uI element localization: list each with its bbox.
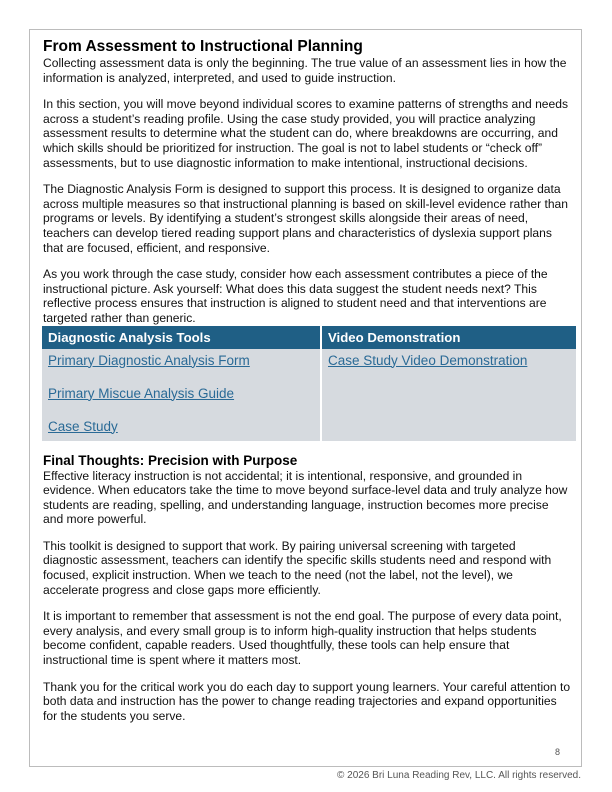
intro-paragraph-2: In this section, you will move beyond individual scores to examine patterns of strengths and needs across a student’s reading profile. Using the case study provided, you will practice analyzing assessment results to determine what the student can do, where breakdowns are occurring, and which skills should be prioritized for instruction. The goal is not to label students or “check off” assessments, but to use diagnostic information to make intentional, instructional decisions. bbox=[43, 97, 569, 170]
primary-miscue-analysis-guide-link[interactable]: Primary Miscue Analysis Guide bbox=[48, 385, 235, 401]
tools-column-header: Diagnostic Analysis Tools bbox=[42, 326, 321, 349]
resources-table bbox=[42, 326, 576, 441]
tools-cell bbox=[42, 349, 321, 441]
intro-paragraph-4: As you work through the case study, consider how each assessment contributes a piece of the instructional picture. Ask yourself: What does this data suggest the student needs next? This reflective process ensures that instruction is aligned to student need and that interventions are targeted rather than generic. bbox=[43, 267, 548, 325]
final-paragraph-4: Thank you for the critical work you do each day to support young learners. Your careful attention to both data and instruction has the power to change reading trajectories and expand opportunities for the students you serve. bbox=[43, 679, 571, 723]
final-paragraph-3: It is important to remember that assessment is not the end goal. The purpose of every data point, every analysis, and every small group is to inform high-quality instruction that helps students become confident, capable readers. Used thoughtfully, these tools can help ensure that instructional time is spent where it matters most. bbox=[43, 609, 562, 668]
copyright-footer: © 2026 Bri Luna Reading Rev, LLC. All rights reserved. bbox=[337, 770, 581, 781]
video-column-header: Video Demonstration bbox=[321, 326, 576, 349]
page-title: From Assessment to Instructional Planning bbox=[43, 38, 363, 55]
resources-table-header-row bbox=[42, 326, 576, 349]
primary-diagnostic-analysis-form-link[interactable]: Primary Diagnostic Analysis Form bbox=[48, 352, 250, 368]
final-thoughts-heading: Final Thoughts: Precision with Purpose bbox=[43, 452, 298, 468]
resources-table-row bbox=[42, 349, 576, 441]
case-study-link[interactable]: Case Study bbox=[48, 418, 118, 434]
final-paragraph-2: This toolkit is designed to support that work. By pairing universal screening with targeted diagnostic assessment, teachers can identify the specific skills students need and respond with focused, explicit instruction. When we teach to the need (not the label, not the level), we accelerate progress and close gaps more efficiently. bbox=[43, 538, 552, 597]
final-paragraph-1: Effective literacy instruction is not accidental; it is intentional, responsive, and grounded in evidence. When educators take the time to move beyond surface-level data and truly analyze how students are reading, spelling, and understanding language, instruction becomes more precise and more powerful. bbox=[43, 468, 568, 527]
page-content bbox=[43, 38, 571, 723]
intro-paragraph-1: Collecting assessment data is only the beginning. The true value of an assessment lies in how the information is analyzed, interpreted, and used to guide instruction. bbox=[43, 56, 567, 85]
case-study-video-link[interactable]: Case Study Video Demonstration bbox=[328, 352, 528, 368]
video-cell bbox=[321, 349, 576, 441]
page-number: 8 bbox=[555, 747, 561, 757]
intro-paragraph-3: The Diagnostic Analysis Form is designed to support this process. It is designed to organize data across multiple measures so that instructional planning is based on skill-level evidence rather than programs or levels. By identifying a student’s strongest skills alongside their areas of need, teachers can develop tiered reading support plans and characteristics of dyslexia support plans that are focused, efficient, and responsive. bbox=[43, 182, 569, 255]
